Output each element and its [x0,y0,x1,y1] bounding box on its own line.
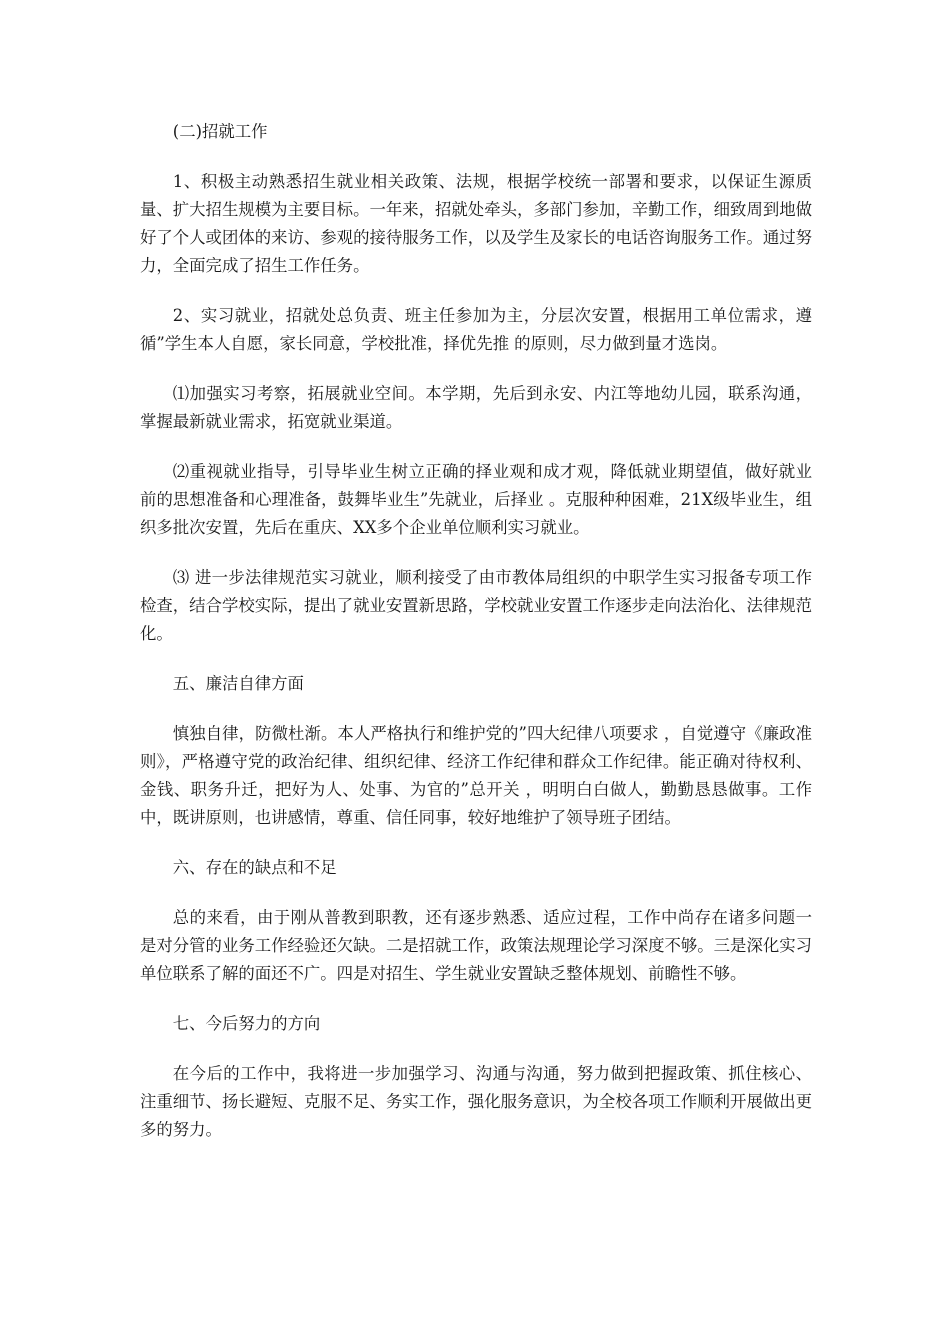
paragraph-future-direction: 在今后的工作中，我将进一步加强学习、沟通与沟通，努力做到把握政策、抓住核心、注重细节、扬长避短、克服不足、务实工作，强化服务意识，为全校各项工作顺利开展做出更多的努力。 [140,1064,813,1139]
paragraph-legal-standardization: ⑶ 进一步法律规范实习就业，顺利接受了由市教体局组织的中职学生实习报备专项工作检查，结合学校实际，提出了就业安置新思路，学校就业安置工作逐步走向法治化、法律规范化。 [140,568,813,643]
section-heading-shortcomings: 六、存在的缺点和不足 [172,858,337,877]
paragraph-integrity: 慎独自律，防微杜渐。本人严格执行和维护党的”四大纪律八项要求 ，自觉遵守《廉政准则》，严格遵守党的政治纪律、组织纪律、经济工作纪律和群众工作纪律。能正确对待权利、金钱、职务升迁，把好为人、处事、为官的”总开关 ，明明白白做人，勤勤恳恳做事。工作中，既讲原则，也讲感情，尊重、信任同事，较好地维护了领导班子团结。 [140,724,812,827]
paragraph-employment-guidance: ⑵重视就业指导，引导毕业生树立正确的择业观和成才观，降低就业期望值，做好就业前的思想准备和心理准备，鼓舞毕业生”先就业，后择业 。克服种种困难，21X级毕业生，组织多批次安置，先后在重庆、XX多个企业单位顺利实习就业。 [140,462,812,537]
paragraph-internship-employment: 2、实习就业，招就处总负责、班主任参加为主，分层次安置，根据用工单位需求，遵循”学生本人自愿，家长同意，学校批准，择优先推 的原则，尽力做到量才选岗。 [140,306,812,353]
section-heading-future-direction: 七、今后努力的方向 [172,1014,321,1033]
paragraph-internship-inspection: ⑴加强实习考察，拓展就业空间。本学期，先后到永安、内江等地幼儿园，联系沟通，掌握最新就业需求，拓宽就业渠道。 [140,384,812,431]
paragraph-recruitment-goals: 1、积极主动熟悉招生就业相关政策、法规，根据学校统一部署和要求，以保证生源质量、扩大招生规模为主要目标。一年来，招就处牵头，多部门参加，辛勤工作，细致周到地做好了个人或团体的来访、参观的接待服务工作，以及学生及家长的电话咨询服务工作。通过努力，全面完成了招生工作任务。 [140,172,813,275]
paragraph-shortcomings: 总的来看，由于刚从普教到职教，还有逐步熟悉、适应过程，工作中尚存在诸多问题一是对分管的业务工作经验还欠缺。二是招就工作，政策法规理论学习深度不够。三是深化实习单位联系了解的面还不广。四是对招生、学生就业安置缺乏整体规划、前瞻性不够。 [140,908,813,983]
section-heading-recruitment: (二)招就工作 [172,122,268,141]
document-page [140,118,812,1166]
section-heading-integrity: 五、廉洁自律方面 [172,674,304,693]
